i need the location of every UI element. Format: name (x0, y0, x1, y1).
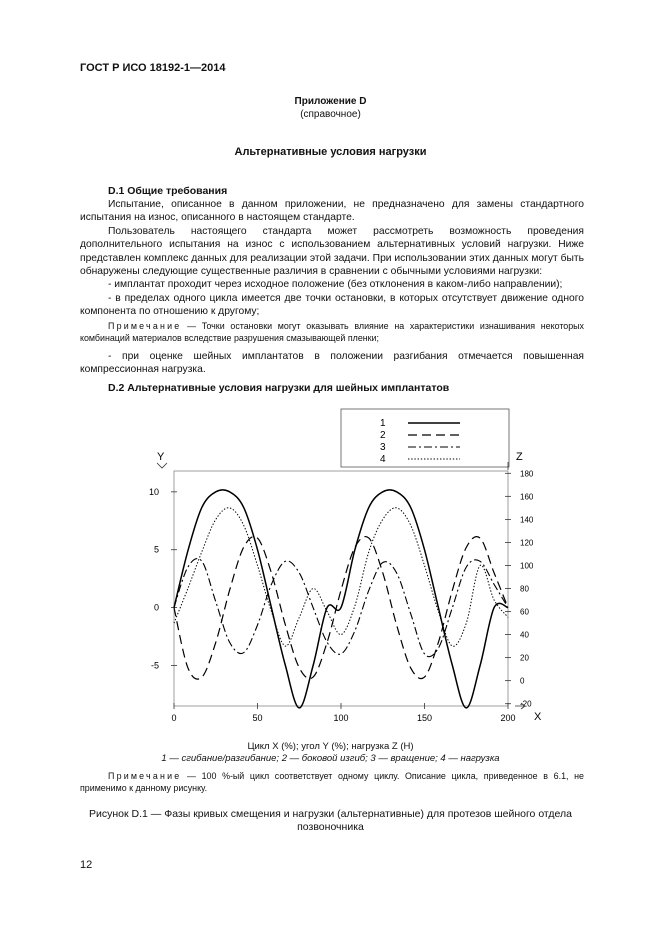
x-tick-label: 50 (252, 713, 263, 723)
d1-bullet-1: - имплантат проходит через исходное положение (без отклонения в каком-либо направлении); (108, 279, 563, 291)
figure-note (80, 770, 584, 794)
series (174, 490, 508, 708)
x-tick-label: 150 (416, 713, 433, 723)
appendix-subtitle: (справочное) (300, 109, 361, 120)
figure-title-2: позвоночника (297, 821, 364, 833)
d1-bullet-2: - в пределах одного цикла имеется две точки остановки, в которых отсутствует движение одного компонента по отношению к другому; (80, 292, 584, 318)
x-tick-label: 200 (500, 713, 516, 723)
y-tick-label: -5 (150, 660, 159, 671)
y-tick-label: 10 (148, 486, 159, 497)
y-tick-label: 0 (153, 602, 159, 613)
figure-caption-1: Цикл X (%); угол Y (%); нагрузка Z (Н) (247, 741, 414, 752)
d1-note-label: Примечание (108, 321, 182, 331)
legend (380, 418, 460, 465)
figure-title-1: Рисунок D.1 — Фазы кривых смещения и нагрузки (альтернативные) для протезов шейного отдела (89, 808, 572, 820)
z-tick-label: -20 (520, 699, 532, 709)
d1-paragraph-2: Пользователь настоящего стандарта может рассмотреть возможность проведения дополнительного испытания на износ с использованием альтернативных условий нагрузки. Ниже представлен комплекс данных для реализации этой задачи. При использовании этих данных могут быть обнаружены следующие существенные различия в сравнении с обычными условиями нагрузки: (80, 225, 584, 278)
z-tick-label: 40 (520, 630, 529, 640)
z-tick-label: 80 (520, 584, 529, 594)
z-tick-label: 160 (520, 492, 534, 502)
y-axis-label: Y (157, 451, 165, 463)
document-header: ГОСТ Р ИСО 18192-1—2014 (80, 62, 226, 74)
axes (149, 451, 542, 723)
z-tick-label: 140 (520, 515, 534, 525)
z-tick-label: 180 (520, 469, 534, 479)
d1-heading: D.1 Общие требования (108, 185, 228, 197)
z-tick-label: 60 (520, 607, 529, 617)
figure-note-label: Примечание (108, 771, 182, 781)
legend-label-2: 2 (380, 430, 386, 441)
series-1-line (174, 490, 508, 708)
legend-label-1: 1 (380, 418, 386, 429)
appendix-title: Приложение D (294, 96, 367, 107)
x-tick-label: 0 (171, 713, 177, 723)
legend-box (341, 409, 509, 467)
page-number: 12 (80, 859, 93, 871)
d1-paragraph-1: Испытание, описанное в данном приложении, не предназначено для замены стандартного испытания на износ, описанного в настоящем стандарте. (80, 199, 584, 224)
z-tick-label: 20 (520, 653, 529, 663)
z-tick-label: 0 (520, 676, 525, 686)
y-arrow (157, 463, 167, 468)
z-axis-label: Z (516, 451, 523, 463)
d2-heading: D.2 Альтернативные условия нагрузки для шейных имплантатов (108, 382, 450, 394)
z-tick-label: 120 (520, 538, 534, 548)
x-axis-label: X (534, 711, 542, 723)
series-4-line (174, 508, 508, 647)
y-tick-label: 5 (153, 544, 159, 555)
figure-note-text: — 100 %-ый цикл соответствует одному циклу. Описание цикла, приведенное в 6.1, не применимо к данному рисунку. (80, 771, 584, 793)
legend-label-4: 4 (380, 454, 386, 465)
section-title: Альтернативные условия нагрузки (234, 146, 427, 158)
x-tick-label: 100 (333, 713, 349, 723)
z-tick-label: 100 (520, 561, 534, 571)
d1-bullet-3: - при оценке шейных имплантатов в положении разгибания отмечается повышенная компрессионная нагрузка. (80, 351, 584, 376)
plot-frame (174, 471, 508, 706)
legend-label-3: 3 (380, 442, 386, 453)
d1-note-text: — Точки остановки могут оказывать влияние на характеристики изнашивания некоторых комбинаций материалов вследствие разрушения смазывающей пленки; (80, 321, 584, 343)
figure-caption-2: 1 — сгибание/разгибание; 2 — боковой изгиб; 3 — вращение; 4 — нагрузка (161, 753, 500, 764)
